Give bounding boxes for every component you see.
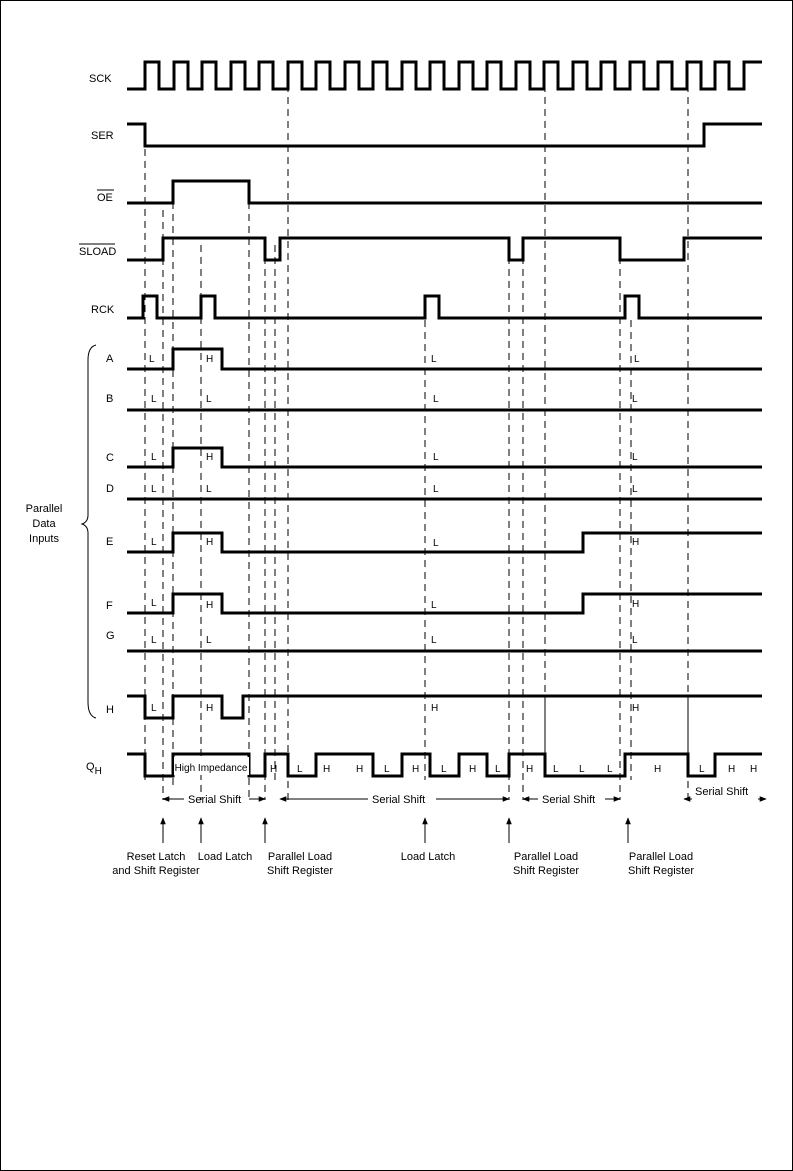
waveform-f [127, 594, 762, 613]
qh-value: H [728, 764, 736, 775]
waveforms [127, 62, 762, 776]
qh-value: L [297, 764, 303, 775]
signal-label-oe: OE [97, 192, 113, 204]
group-label-line-1: Parallel [25, 503, 63, 515]
level-a-2: H [206, 354, 214, 365]
level-h-2: H [206, 703, 214, 714]
level-g-3: L [431, 635, 437, 646]
level-e-2: H [206, 537, 214, 548]
group-brace [82, 345, 96, 718]
waveform-oe [127, 181, 762, 203]
level-b-4: L [632, 394, 638, 405]
level-g-4: L [632, 635, 638, 646]
signal-label-h: H [106, 704, 114, 716]
signal-label-g: G [106, 630, 115, 642]
level-c-4: L [632, 452, 638, 463]
waveform-sload [127, 238, 762, 260]
signal-label-rck: RCK [91, 304, 115, 316]
waveform-ser [127, 124, 762, 146]
level-e-3: L [433, 538, 439, 549]
waveform-a [127, 349, 762, 369]
level-g-2: L [206, 635, 212, 646]
group-label-line-2: Data [32, 518, 56, 530]
parallel-data-inputs-label [26, 345, 96, 718]
signal-label-c: C [106, 452, 114, 464]
high-impedance-label: High Impedance [174, 763, 248, 774]
qh-value: H [356, 764, 364, 775]
level-h-3: H [431, 703, 439, 714]
event-load-latch-1: Load Latch [197, 851, 253, 863]
serial-shift-label-2: Serial Shift [372, 794, 426, 806]
waveform-e [127, 533, 762, 552]
event-parallel-load-1-line-1: Parallel Load [267, 851, 333, 863]
qh-output-values [270, 764, 757, 775]
qh-value: H [526, 764, 534, 775]
level-d-3: L [433, 484, 439, 495]
group-label-line-3: Inputs [29, 533, 59, 545]
level-b-1: L [151, 394, 157, 405]
level-f-2: H [206, 600, 214, 611]
level-c-1: L [151, 452, 157, 463]
signal-label-a: A [106, 353, 114, 365]
event-load-latch-2: Load Latch [400, 851, 456, 863]
qh-value: L [384, 764, 390, 775]
event-parallel-load-3-line-2: Shift Register [627, 865, 695, 877]
level-d-1: L [151, 484, 157, 495]
level-h-1: L [151, 703, 157, 714]
level-f-4: H [632, 599, 640, 610]
waveform-c [127, 448, 762, 467]
qh-value: L [579, 764, 585, 775]
qh-value: H [750, 764, 758, 775]
level-c-2: H [206, 452, 214, 463]
level-c-3: L [433, 452, 439, 463]
qh-value: H [270, 764, 278, 775]
level-g-1: L [151, 635, 157, 646]
level-b-2: L [206, 394, 212, 405]
level-d-2: L [206, 484, 212, 495]
level-e-4: H [632, 537, 640, 548]
signal-label-ser: SER [91, 130, 114, 142]
event-reset-line-2: and Shift Register [112, 865, 200, 877]
signal-label-sload: SLOAD [79, 246, 117, 258]
signal-label-qh: QH [86, 761, 102, 777]
event-reset-line-1: Reset Latch [126, 851, 186, 863]
level-a-3: L [431, 354, 437, 365]
serial-shift-label-4: Serial Shift [695, 786, 749, 798]
level-b-3: L [433, 394, 439, 405]
level-a-1: L [149, 354, 155, 365]
level-d-4: L [632, 484, 638, 495]
signal-label-d: D [106, 483, 114, 495]
qh-value: L [699, 764, 705, 775]
qh-value: H [654, 764, 662, 775]
event-parallel-load-2-line-2: Shift Register [512, 865, 580, 877]
qh-value: L [607, 764, 613, 775]
waveform-sck [127, 62, 762, 89]
level-e-1: L [151, 537, 157, 548]
signal-label-e: E [106, 536, 114, 548]
level-f-1: L [151, 598, 157, 609]
serial-shift-spans [163, 786, 766, 806]
qh-value: L [553, 764, 559, 775]
serial-shift-label-1: Serial Shift [188, 794, 242, 806]
qh-value: H [323, 764, 331, 775]
level-a-4: L [634, 354, 640, 365]
level-f-3: L [431, 600, 437, 611]
qh-value: L [441, 764, 447, 775]
waveform-rck [127, 296, 762, 318]
signal-label-f: F [106, 600, 113, 612]
signal-label-b: B [106, 393, 114, 405]
waveform-h [127, 696, 762, 718]
event-labels [112, 851, 694, 877]
reference-lines [145, 85, 688, 800]
qh-value: H [412, 764, 420, 775]
qh-value: H [469, 764, 477, 775]
signal-label-sck: SCK [89, 73, 112, 85]
level-h-4: H [632, 703, 640, 714]
event-parallel-load-3-line-1: Parallel Load [628, 851, 694, 863]
qh-value: L [495, 764, 501, 775]
event-parallel-load-1-line-2: Shift Register [266, 865, 334, 877]
serial-shift-label-3: Serial Shift [542, 794, 596, 806]
event-parallel-load-2-line-1: Parallel Load [513, 851, 579, 863]
event-arrows [163, 818, 628, 843]
signal-labels [79, 73, 116, 777]
